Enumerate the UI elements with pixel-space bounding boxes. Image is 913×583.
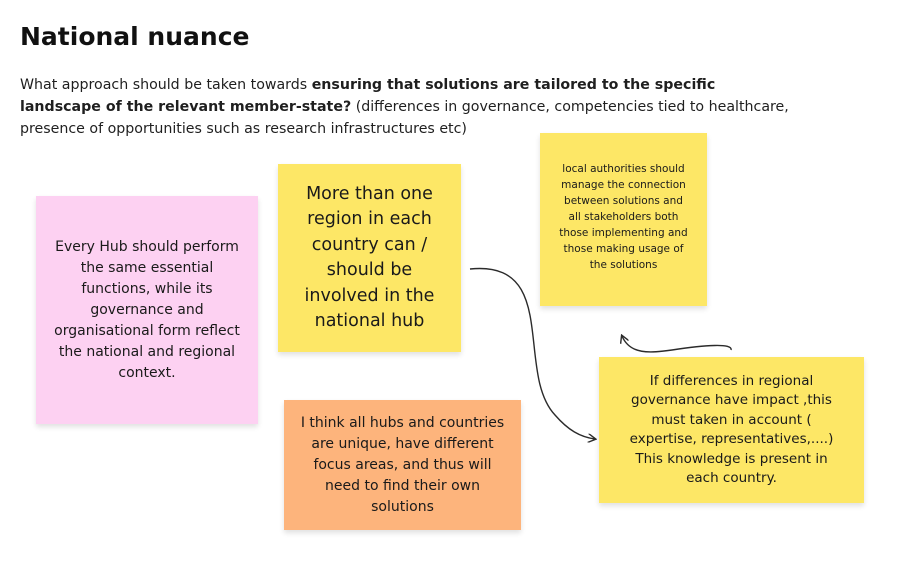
sticky-note-text: More than one region in each country can / should be involved in the national hub xyxy=(304,183,435,331)
sticky-note-text: I think all hubs and countries are unique, have different focus areas, and thus will need to find their own solutions xyxy=(300,414,505,515)
sticky-note-text: local authorities should manage the connection between solutions and all stakeholders both those implementing and those making usage of the solutions xyxy=(559,163,688,271)
sticky-note-hub-functions[interactable] xyxy=(36,196,258,424)
sticky-note-text: If differences in regional governance have impact ,this must taken in account ( expertise, representatives,....) This knowledge is present in each country. xyxy=(629,372,834,486)
sticky-note-text: Every Hub should perform the same essential functions, while its governance and organisational form reflect the national and regional context. xyxy=(54,238,240,381)
connector-arrow-diff-to-local[interactable] xyxy=(622,336,731,352)
sticky-note-local-authorities[interactable] xyxy=(540,133,707,306)
sticky-note-regional-differences[interactable] xyxy=(599,357,864,503)
prompt-text-end: (differences in governance, competencies tied to healthcare, presence of opportunities such as research infrastructures etc) xyxy=(20,99,789,137)
board-title: National nuance xyxy=(20,22,250,51)
sticky-note-multiple-regions[interactable] xyxy=(278,164,461,352)
sticky-note-unique-hubs[interactable] xyxy=(284,400,521,530)
prompt-text-start: What approach should be taken towards xyxy=(20,77,312,93)
prompt-text-bold: ensuring that solutions are tailored to the specific landscape of the relevant member-state? xyxy=(20,77,716,115)
board-prompt xyxy=(20,74,790,140)
